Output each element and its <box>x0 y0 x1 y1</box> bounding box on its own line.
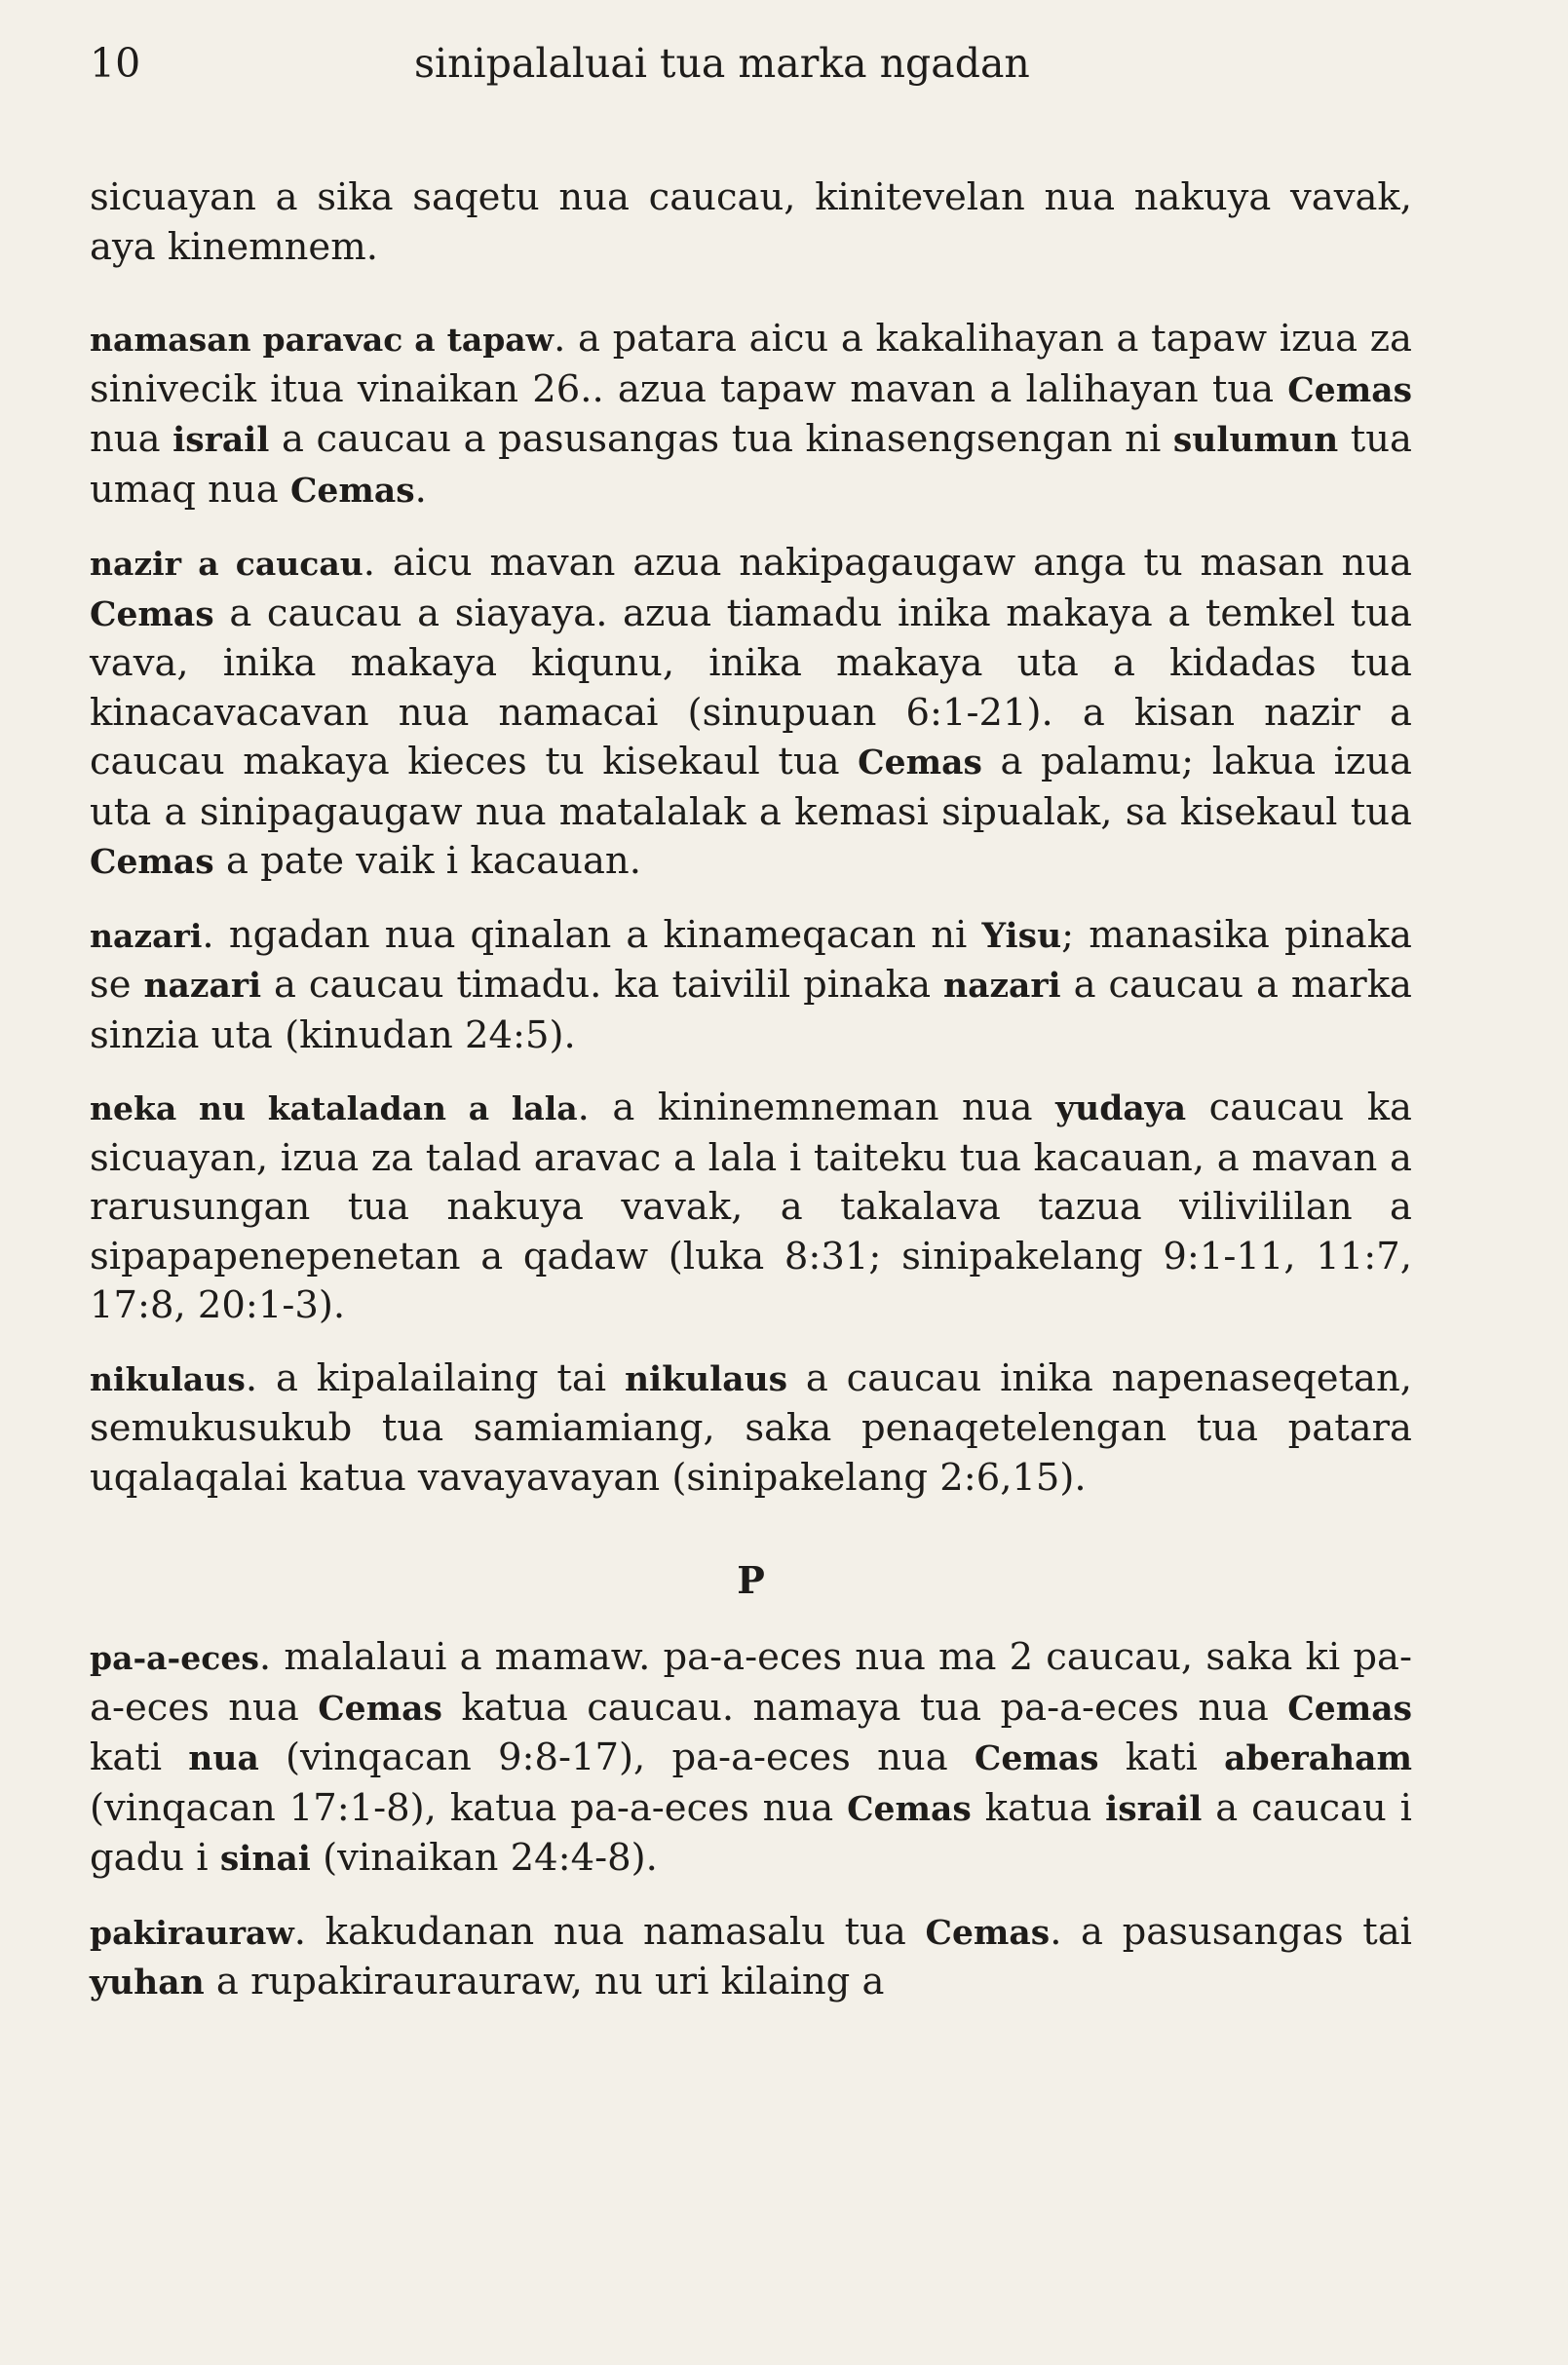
entry-term: pa-a-eces <box>90 1639 259 1677</box>
continuation-paragraph: sicuayan a sika saqetu nua caucau, kinitevelan nua nakuya vavak, aya kinemnem. <box>90 175 1412 269</box>
section-letter: P <box>737 1558 765 1602</box>
emphasized-term: yudaya <box>1055 1089 1187 1128</box>
emphasized-term: Cemas <box>318 1689 442 1729</box>
emphasized-term: sinai <box>219 1840 311 1879</box>
definition-text: a palamu; lakua izua uta a sinipagaugaw nua matalalak a kemasi sipualak, sa kisekaul tua <box>90 740 1412 834</box>
definition-text: a caucau a marka sinzia uta (kinudan 24:5). <box>90 963 1412 1057</box>
definition-text: kakudanan nua namasalu tua <box>325 1909 926 1954</box>
definition-text: kati <box>90 1736 189 1779</box>
definition-text: ngadan nua qinalan a kinameqacan ni <box>228 912 982 957</box>
page-number: 10 <box>90 40 141 87</box>
definition-text: (vinqacan 17:1-8), katua pa-a-eces nua <box>90 1785 848 1830</box>
entry-term: nikulaus <box>90 1359 246 1398</box>
glossary-entry: pakirauraw. kakudanan nua namasalu tua Cemas. a pasusangas tai yuhan a rupakiraurauraw, nu uri kilaing a <box>90 1909 1412 2003</box>
definition-text: a caucau a pasusangas tua kinasengsengan ni <box>269 417 1173 461</box>
glossary-entries <box>90 315 1412 1503</box>
emphasized-term: Cemas <box>90 843 214 882</box>
entry-term: neka nu kataladan a lala <box>90 1089 578 1127</box>
entry-term: pakirauraw <box>90 1913 294 1952</box>
definition-text: a rupakiraurauraw, nu uri kilaing a <box>204 1960 885 2003</box>
emphasized-term: Cemas <box>1287 1689 1412 1729</box>
glossary-entries-p <box>90 1633 1412 2008</box>
definition-text: caucau ka sicuayan, izua za talad aravac a lala i taiteku tua kacauan, a mavan a rarusungan tua nakuya vavak, a takalava tazua vilivililan a sipapapenepenetan a qadaw (luka 8:31; sinipakelang 9:1-11, 11:7, 17:8, 20:1-3). <box>90 1086 1412 1327</box>
definition-text: aicu mavan azua nakipagaugaw anga tu masan nua <box>392 541 1412 585</box>
glossary-entry: nazari. ngadan nua qinalan a kinameqacan ni Yisu; manasika pinaka se nazari a caucau timadu. ka taivilil pinaka nazari a caucau a marka sinzia uta (kinudan 24:5). <box>90 912 1412 1057</box>
definition-text: tua umaq nua <box>90 417 1412 512</box>
emphasized-term: israil <box>172 421 270 460</box>
emphasized-term: Cemas <box>858 744 982 782</box>
emphasized-term: nikulaus <box>624 1359 788 1399</box>
definition-text: katua caucau. namaya tua pa-a-eces nua <box>441 1685 1288 1730</box>
glossary-entry: neka nu kataladan a lala. a kininemneman nua yudaya caucau ka sicuayan, izua za talad aravac a lala i taiteku tua kacauan, a mavan a rarusungan tua nakuya vavak, a takalava tazua vilivililan a sipapapenepenetan a qadaw (luka 8:31; sinipakelang 9:1-11, 11:7, 17:8, 20:1-3). <box>90 1086 1412 1327</box>
glossary-entry: namasan paravac a tapaw. a patara aicu a kakalihayan a tapaw izua za sinivecik itua vinaikan 26.. azua tapaw mavan a lalihayan tua Cemas nua israil a caucau a pasusangas tua kinasengsengan ni sulumun tua umaq nua Cemas. <box>90 317 1413 512</box>
definition-text: malalaui a mamaw. pa-a-eces nua ma 2 caucau, saka ki pa-a-eces nua <box>90 1635 1412 1730</box>
emphasized-term: sulumun <box>1172 421 1339 460</box>
definition-text: nua <box>90 417 173 461</box>
definition-text: a kininemneman nua <box>612 1086 1056 1129</box>
page-body <box>90 173 1412 2008</box>
definition-text: (vinqacan 9:8-17), pa-a-eces nua <box>258 1736 975 1779</box>
glossary-entry: nikulaus. a kipalailaing tai nikulaus a caucau inika napenaseqetan, semukusukub tua samiamiang, saka penaqetelengan tua patara uqalaqalai katua vavayavayan (sinipakelang 2:6,15). <box>90 1355 1412 1500</box>
emphasized-term: Cemas <box>1287 370 1412 410</box>
definition-text: . a pasusangas tai <box>1050 1909 1412 1954</box>
definition-text: a caucau a siayaya. azua tiamadu inika makaya a temkel tua vava, inika makaya kiqunu, inika makaya uta a kidadas tua kinacavacavan nua namacai (sinupuan 6:1-21). a kisan nazir a caucau makaya kieces tu kisekaul tua <box>90 591 1412 783</box>
definition-text: ; manasika pinaka se <box>90 912 1412 1007</box>
emphasized-term: israil <box>1105 1789 1203 1829</box>
definition-text: a caucau timadu. ka taivilil pinaka <box>261 963 943 1007</box>
entry-term: nazir a caucau <box>90 545 363 583</box>
definition-text: a patara aicu a kakalihayan a tapaw izua za sinivecik itua vinaikan 26.. azua tapaw mavan a lalihayan tua <box>90 317 1413 411</box>
emphasized-term: nua <box>188 1739 259 1778</box>
emphasized-term: Cemas <box>847 1789 972 1829</box>
definition-text: (vinaikan 24:4-8). <box>310 1836 658 1880</box>
emphasized-term: aberaham <box>1224 1739 1412 1778</box>
running-title: sinipalaluai tua marka ngadan <box>414 40 1030 87</box>
glossary-entry: pa-a-eces. malalaui a mamaw. pa-a-eces nua ma 2 caucau, saka ki pa-a-eces nua Cemas katua caucau. namaya tua pa-a-eces nua Cemas kati nua (vinqacan 9:8-17), pa-a-eces nua Cemas kati aberaham (vinqacan 17:1-8), katua pa-a-eces nua Cemas katua israil a caucau i gadu i sinai (vinaikan 24:4-8). <box>90 1635 1412 1880</box>
emphasized-term: Cemas <box>289 471 415 511</box>
emphasized-term: Yisu <box>981 916 1062 956</box>
definition-text: kati <box>1098 1736 1225 1779</box>
definition-text: a caucau inika napenaseqetan, semukusukub tua samiamiang, saka penaqetelengan tua patara uqalaqalai katua vavayavayan (sinipakelang 2:6,15). <box>90 1355 1412 1500</box>
emphasized-term: nazari <box>943 967 1061 1006</box>
definition-text: a caucau i gadu i <box>90 1785 1412 1880</box>
emphasized-term: Cemas <box>974 1739 1099 1778</box>
definition-text: a kipalailaing tai <box>275 1355 625 1400</box>
entry-term: nazari <box>90 916 203 955</box>
emphasized-term: Cemas <box>925 1913 1051 1953</box>
page-header <box>90 29 1412 97</box>
emphasized-term: nazari <box>143 967 262 1006</box>
definition-text: katua <box>971 1785 1106 1830</box>
glossary-entry: nazir a caucau. aicu mavan azua nakipagaugaw anga tu masan nua Cemas a caucau a siayaya. azua tiamadu inika makaya a temkel tua vava, inika makaya kiqunu, inika makaya uta a kidadas tua kinacavacavan nua namacai (sinupuan 6:1-21). a kisan nazir a caucau makaya kieces tu kisekaul tua Cemas a palamu; lakua izua uta a sinipagaugaw nua matalalak a kemasi sipualak, sa kisekaul tua Cemas a pate vaik i kacauan. <box>90 541 1412 883</box>
emphasized-term: Cemas <box>90 594 214 634</box>
definition-text: . <box>414 467 427 512</box>
definition-text: a pate vaik i kacauan. <box>213 839 641 883</box>
entry-term: namasan paravac a tapaw <box>90 321 555 359</box>
emphasized-term: yuhan <box>90 1964 205 2003</box>
